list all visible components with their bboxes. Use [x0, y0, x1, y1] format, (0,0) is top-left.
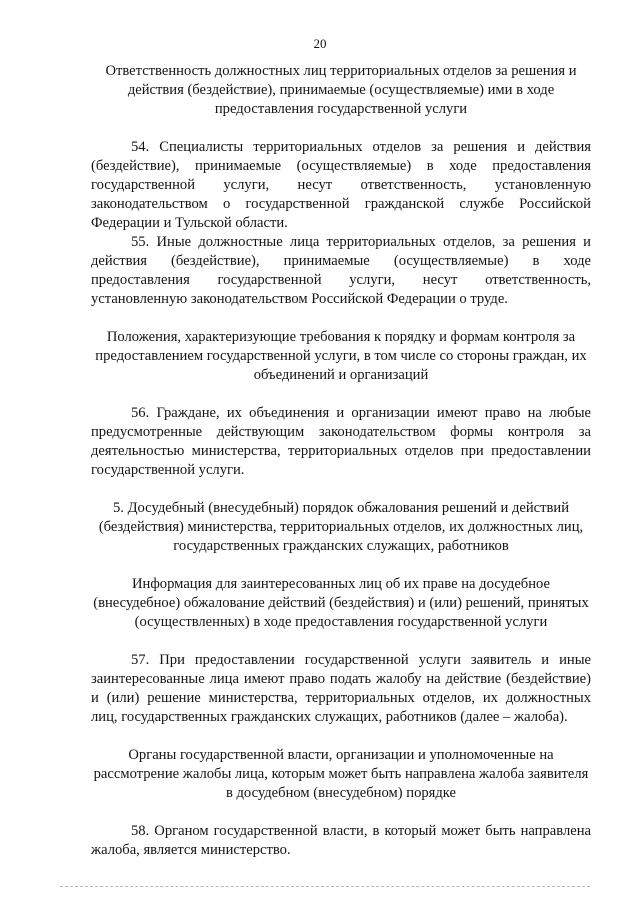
paragraph-57: 57. При предоставлении государственной услуги заявитель и иные заинтересованные лица имеют право подать жалобу на действие (бездействие) и (или) решение министерства, территориальных отделов, их должностных лиц, государственных гражданских служащих, работников (далее – жалоба).: [91, 652, 591, 725]
page-number: 20: [313, 36, 327, 51]
section-heading-authorities: Органы государственной власти, организации и уполномоченные на рассмотрение жалобы лица, которым может быть направлена жалоба заявителя в досудебном (внесудебном) порядке: [93, 747, 589, 801]
section-heading-responsibility: Ответственность должностных лиц территориальных отделов за решения и действия (бездействие), принимаемые (осуществляемые) ими в ходе предоставления государственной услуги: [105, 63, 577, 117]
section-heading-control-requirements: Положения, характеризующие требования к порядку и формам контроля за предоставлением государственной услуги, в том числе со стороны граждан, их объединений и организаций: [95, 329, 587, 383]
paragraph-58: 58. Органом государственной власти, в который может быть направлена жалоба, является министерство.: [91, 823, 591, 858]
section-heading-appeal-info: Информация для заинтересованных лиц об их праве на досудебное (внесудебное) обжалование действий (бездействия) и (или) решений, принятых (осуществленных) в ходе предоставления государственной услуги: [93, 576, 589, 630]
paragraph-55: 55. Иные должностные лица территориальных отделов, за решения и действия (бездействие), принимаемые (осуществляемые) в ходе предоставления государственной услуги, несут ответственность, установленную законодательством Российской Федерации о труде.: [91, 234, 591, 307]
chapter-heading-5: 5. Досудебный (внесудебный) порядок обжалования решений и действий (бездействия) министерства, территориальных отделов, их должностных лиц, государственных гражданских служащих, работников: [98, 500, 584, 554]
paragraph-54: 54. Специалисты территориальных отделов за решения и действия (бездействие), принимаемые (осуществляемые) в ходе предоставления государственной услуги, несут ответственность, установленную законодательством о государственной гражданской службе Российской Федерации и Тульской области.: [91, 139, 591, 231]
scan-edge-line: [60, 886, 590, 887]
paragraph-56: 56. Граждане, их объединения и организации имеют право на любые предусмотренные действующим законодательством формы контроля за деятельностью министерства, территориальных отделов при предоставлении государственной услуги.: [91, 405, 591, 478]
document-body: [91, 62, 591, 860]
